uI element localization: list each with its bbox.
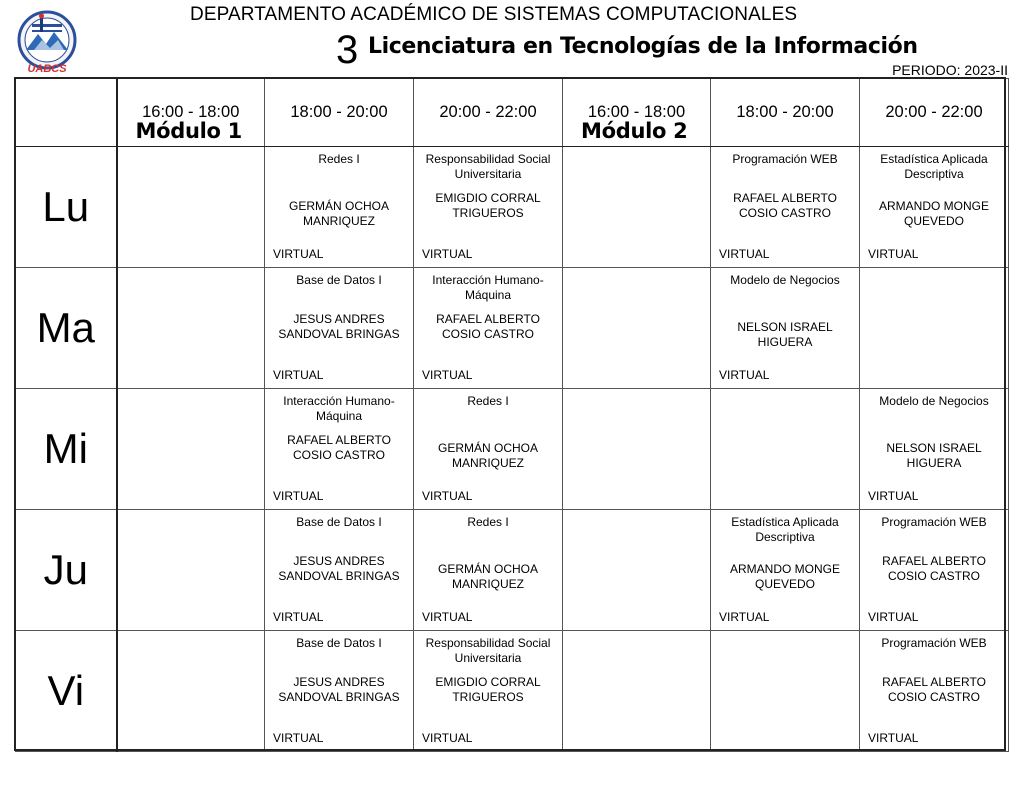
professor-name: ARMANDO MONGE QUEVEDO: [729, 562, 840, 591]
day-cell: [16, 510, 117, 631]
day-cell: [16, 389, 117, 510]
class-mode: VIRTUAL: [273, 489, 324, 503]
schedule-cell: [265, 389, 414, 510]
semester-number: 3: [336, 28, 359, 72]
subject-name: Programación WEB: [732, 152, 838, 166]
professor-name: RAFAEL ALBERTO COSIO CASTRO: [733, 191, 837, 220]
subject-name: Base de Datos I: [296, 636, 382, 650]
subject-name: Redes I: [467, 515, 509, 529]
professor-name: NELSON ISRAEL HIGUERA: [886, 441, 982, 470]
time-slot-label: 18:00 - 20:00: [290, 103, 388, 121]
day-cell: [16, 631, 117, 752]
schedule-cell: [414, 268, 563, 389]
schedule-cell: [117, 268, 265, 389]
schedule-cell: [265, 510, 414, 631]
subject-name: Base de Datos I: [296, 273, 382, 287]
professor-name: JESUS ANDRES SANDOVAL BRINGAS: [278, 312, 400, 341]
schedule-cell: [414, 631, 563, 752]
module-label: Módulo 2: [581, 119, 688, 143]
day-cell: [16, 147, 117, 268]
class-mode: VIRTUAL: [422, 247, 473, 261]
schedule-cell: [414, 510, 563, 631]
schedule-cell: [265, 147, 414, 268]
corner-cell: [16, 79, 117, 147]
column-header: [117, 79, 265, 147]
schedule-cell: [711, 268, 860, 389]
class-mode: VIRTUAL: [868, 731, 919, 745]
professor-name: GERMÁN OCHOA MANRIQUEZ: [437, 562, 538, 591]
schedule-cell: [265, 268, 414, 389]
period-label: PERIODO: 2023-II: [892, 62, 1008, 78]
subject-name: Programación WEB: [881, 515, 987, 529]
subject-name: Programación WEB: [881, 636, 987, 650]
professor-name: JESUS ANDRES SANDOVAL BRINGAS: [278, 675, 400, 704]
day-cell: [16, 268, 117, 389]
day-row: [16, 147, 1009, 268]
subject-name: Redes I: [318, 152, 360, 166]
schedule-cell: [563, 268, 711, 389]
schedule-table: [15, 78, 1009, 752]
professor-name: RAFAEL ALBERTO COSIO CASTRO: [436, 312, 540, 341]
header-row: [16, 79, 1009, 147]
professor-name: JESUS ANDRES SANDOVAL BRINGAS: [278, 554, 400, 583]
subject-name: Interacción Humano-Máquina: [283, 394, 395, 423]
professor-name: EMIGDIO CORRAL TRIGUEROS: [435, 675, 541, 704]
class-mode: VIRTUAL: [868, 489, 919, 503]
class-mode: VIRTUAL: [719, 368, 770, 382]
schedule-cell: [563, 389, 711, 510]
schedule-cell: [414, 147, 563, 268]
schedule-cell: [265, 631, 414, 752]
time-slot-label: 18:00 - 20:00: [736, 103, 834, 121]
professor-name: RAFAEL ALBERTO COSIO CASTRO: [882, 675, 986, 704]
schedule-cell: [563, 147, 711, 268]
professor-name: EMIGDIO CORRAL TRIGUEROS: [435, 191, 541, 220]
time-slot-label: 16:00 - 18:00: [142, 103, 240, 121]
subject-name: Redes I: [467, 394, 509, 408]
professor-name: RAFAEL ALBERTO COSIO CASTRO: [882, 554, 986, 583]
column-header: [265, 79, 414, 147]
class-mode: VIRTUAL: [273, 247, 324, 261]
day-label: Lu: [42, 183, 90, 230]
schedule-cell: [563, 510, 711, 631]
subject-name: Responsabilidad Social Universitaria: [425, 152, 551, 181]
subject-name: Modelo de Negocios: [879, 394, 989, 408]
day-label: Vi: [47, 667, 85, 714]
column-header: [414, 79, 563, 147]
professor-name: ARMANDO MONGE QUEVEDO: [878, 199, 989, 228]
schedule-cell: [117, 510, 265, 631]
schedule-cell: [563, 631, 711, 752]
class-mode: VIRTUAL: [719, 247, 770, 261]
day-label: Ju: [43, 546, 88, 593]
module-label: Módulo 1: [135, 119, 242, 143]
schedule-cell: [711, 389, 860, 510]
schedule-cell: [860, 510, 1009, 631]
class-mode: VIRTUAL: [719, 610, 770, 624]
day-row: [16, 268, 1009, 389]
day-row: [16, 389, 1009, 510]
schedule-cell: [117, 631, 265, 752]
department-title: DEPARTAMENTO ACADÉMICO DE SISTEMAS COMPUTACIONALES: [190, 4, 798, 25]
schedule-cell: [117, 147, 265, 268]
column-header: [563, 79, 711, 147]
schedule-cell: [414, 389, 563, 510]
class-mode: VIRTUAL: [273, 731, 324, 745]
subject-name: Interacción Humano-Máquina: [432, 273, 544, 302]
subject-name: Modelo de Negocios: [730, 273, 840, 287]
schedule-cell: [117, 389, 265, 510]
class-mode: VIRTUAL: [273, 610, 324, 624]
schedule-cell: [711, 147, 860, 268]
subject-name: Base de Datos I: [296, 515, 382, 529]
schedule-cell: [860, 268, 1009, 389]
professor-name: RAFAEL ALBERTO COSIO CASTRO: [287, 433, 391, 462]
day-row: [16, 510, 1009, 631]
professor-name: GERMÁN OCHOA MANRIQUEZ: [288, 199, 389, 228]
day-row: [16, 631, 1009, 752]
column-header: [711, 79, 860, 147]
time-slot-label: 20:00 - 22:00: [885, 103, 983, 121]
subject-name: Responsabilidad Social Universitaria: [425, 636, 551, 665]
university-seal-logo: [14, 10, 80, 76]
class-mode: VIRTUAL: [273, 368, 324, 382]
day-label: Mi: [43, 425, 88, 472]
class-mode: VIRTUAL: [868, 610, 919, 624]
class-mode: VIRTUAL: [422, 489, 473, 503]
column-header: [860, 79, 1009, 147]
class-mode: VIRTUAL: [422, 610, 473, 624]
professor-name: NELSON ISRAEL HIGUERA: [737, 320, 833, 349]
subject-name: Estadística Aplicada Descriptiva: [880, 152, 988, 181]
class-mode: VIRTUAL: [422, 368, 473, 382]
schedule-cell: [711, 510, 860, 631]
class-mode: VIRTUAL: [422, 731, 473, 745]
time-slot-label: 20:00 - 22:00: [439, 103, 537, 121]
svg-text:UABCS: UABCS: [27, 63, 67, 75]
schedule-cell: [860, 631, 1009, 752]
day-label: Ma: [36, 304, 95, 351]
professor-name: GERMÁN OCHOA MANRIQUEZ: [437, 441, 538, 470]
program-title: Licenciatura en Tecnologías de la Información: [368, 34, 918, 59]
schedule-cell: [860, 389, 1009, 510]
time-slot-label: 16:00 - 18:00: [587, 103, 686, 121]
schedule-cell: [860, 147, 1009, 268]
subject-name: Estadística Aplicada Descriptiva: [731, 515, 839, 544]
schedule-cell: [711, 631, 860, 752]
class-mode: VIRTUAL: [868, 247, 919, 261]
